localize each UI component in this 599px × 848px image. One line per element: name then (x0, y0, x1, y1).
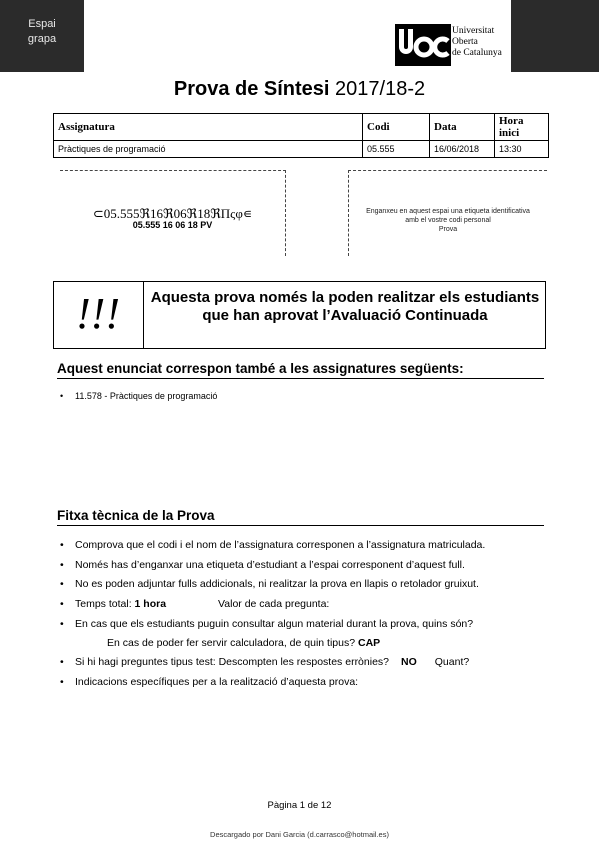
logo-line: de Catalunya (452, 48, 502, 58)
tech-sheet-title: Fitxa tècnica de la Prova (57, 508, 215, 523)
instruction-text: Només has d’enganxar una etiqueta d’estudiant a l’espai corresponent d’aquest full. (75, 559, 465, 571)
instruction-text: Comprova que el codi i el nom de l’assignatura corresponen a l’assignatura matriculada. (75, 539, 486, 551)
header-start-time: Hora inici (495, 114, 549, 141)
title-bold: Prova de Síntesi (173, 78, 330, 100)
time-value: 1 hora (134, 598, 167, 610)
calculator-label: En cas de poder fer servir calculadora, de quin tipus? (107, 637, 358, 649)
test-question-label: Si hi hagi preguntes tipus test: Descompten les respostes errònies? (75, 656, 390, 668)
warning-marks: !!! (76, 289, 120, 338)
list-item: • En cas que els estudiants puguin consultar algun material durant la prova, quins són? (60, 618, 474, 630)
label-note-line: Enganxeu en aquest espai una etiqueta identificativa (366, 208, 530, 215)
list-item: • Si hi hagi preguntes tipus test: Descompten les respostes errònies? NO Quant? (60, 656, 470, 668)
calculator-value: CAP (357, 637, 381, 649)
notice-text: Aquesta prova només la poden realitzar els estudiants que han aprovat l’Avaluació Continuada (150, 289, 540, 324)
logo-line: Oberta (452, 37, 478, 47)
barcode-number: 05.555 16 06 18 PV (132, 220, 213, 230)
list-item: • Comprova que el codi i el nom de l’assignatura corresponen a l’assignatura matriculada. (60, 539, 486, 551)
header-date: Data (430, 114, 495, 141)
page-title (0, 78, 599, 101)
barcode: ⊂05.555ℜ16ℜ06ℜ18ℜΠςφ∊ (92, 206, 253, 221)
instruction-text: No es poden adjuntar fulls addicionals, ni realitzar la prova en llapis o retolador gruixut. (75, 578, 479, 590)
section-divider (57, 378, 544, 379)
calculator-line (107, 637, 380, 649)
instruction-text: Indicacions específiques per a la realització d’aquesta prova: (75, 676, 359, 688)
uoc-logo-text (452, 26, 502, 59)
time-label: Temps total: (75, 598, 135, 610)
instruction-text: En cas que els estudiants puguin consultar algun material durant la prova, quins són? (75, 618, 474, 630)
table-row (54, 141, 549, 158)
label-note-line: Prova (438, 226, 458, 233)
section-divider (57, 525, 544, 526)
list-item: • Temps total: 1 hora Valor de cada pregunta: (60, 598, 330, 610)
header-subject: Assignatura (54, 114, 363, 141)
page-number: Pàgina 1 de 12 (267, 800, 332, 811)
exam-info-table (53, 113, 549, 158)
related-subjects-title: Aquest enunciat correspon també a les assignatures següents: (57, 361, 464, 376)
staple-area-label: Espai grapa (27, 18, 57, 45)
corner-block-right (511, 0, 599, 72)
cell-code: 05.555 (363, 141, 430, 158)
test-penalty-value: NO (401, 656, 417, 668)
title-year: 2017/18-2 (329, 78, 426, 100)
label-note-line: amb el vostre codi personal (405, 217, 491, 224)
logo-line: Universitat (452, 26, 495, 36)
related-subject: 11.578 - Pràctiques de programació (75, 391, 218, 401)
list-item: • Indicacions específiques per a la realització d’aquesta prova: (60, 676, 359, 688)
uoc-logo-icon (395, 24, 451, 66)
list-item: • 11.578 - Pràctiques de programació (60, 391, 218, 401)
cell-subject: Pràctiques de programació (54, 141, 363, 158)
cell-date: 16/06/2018 (430, 141, 495, 158)
list-item: • No es poden adjuntar fulls addicionals, ni realitzar la prova en llapis o retolador gruixut. (60, 578, 479, 590)
table-header-row (54, 114, 549, 141)
question-value-label: Valor de cada pregunta: (218, 598, 330, 610)
header-code: Codi (363, 114, 430, 141)
test-penalty-amount-label: Quant? (434, 656, 470, 668)
student-label-instructions (350, 207, 546, 234)
list-item: • Només has d’enganxar una etiqueta d’estudiant a l’espai corresponent d’aquest full. (60, 559, 465, 571)
download-credit: Descargado por Dani Garcia (d.carrasco@hotmail.es) (210, 830, 389, 839)
cell-start-time: 13:30 (495, 141, 549, 158)
